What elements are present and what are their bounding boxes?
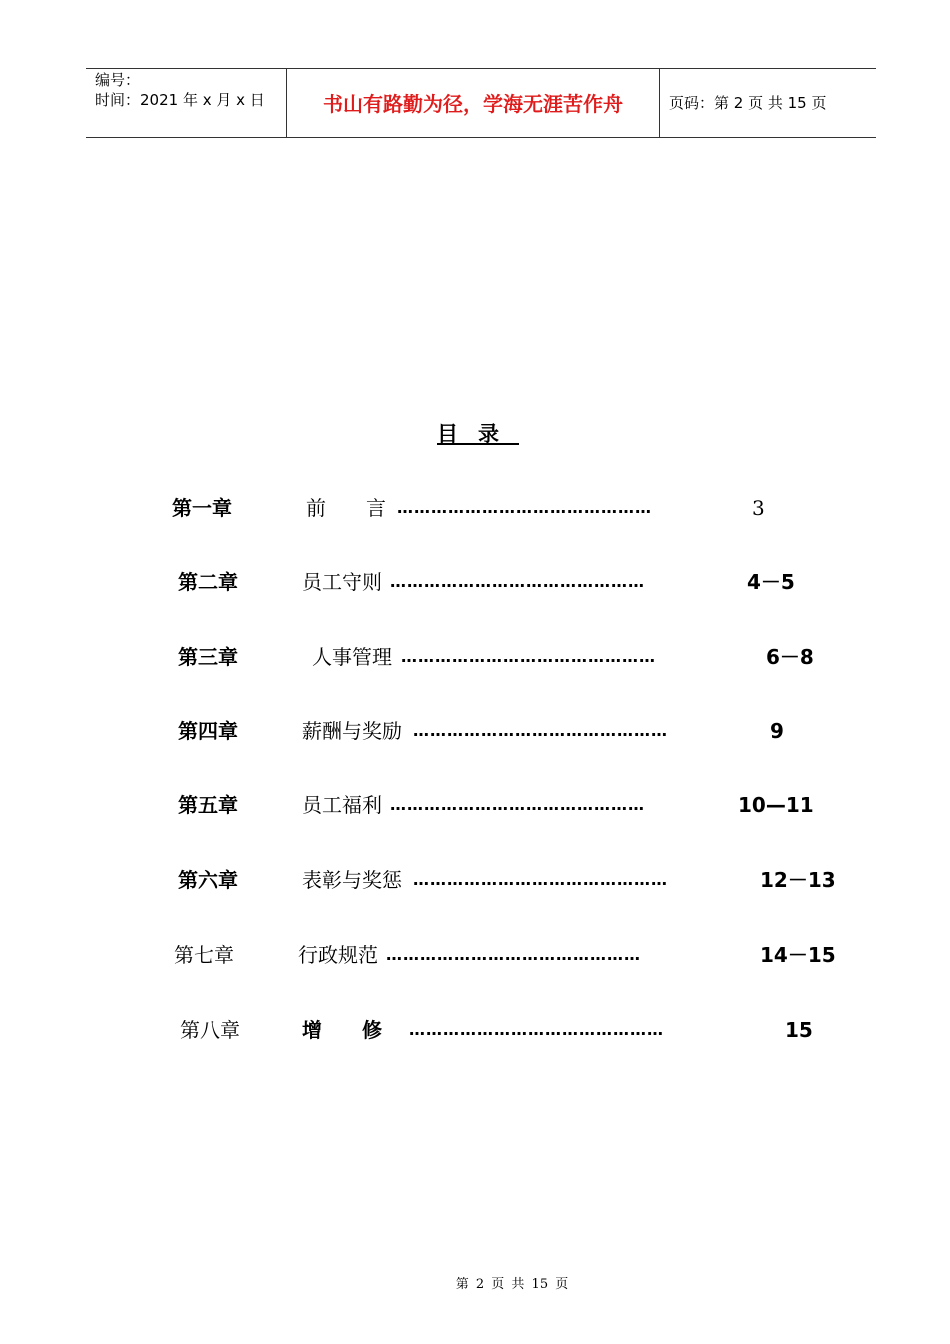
toc-chapter: 第七章	[174, 943, 234, 967]
header-right-cell	[660, 69, 876, 137]
toc-chapter-title: 员工福利	[302, 793, 382, 817]
footer-page-number: 第 2 页 共 15 页	[455, 1277, 569, 1292]
toc-chapter-title: 增 修	[302, 1018, 382, 1042]
motto-text: 书山有路勤为径，学海无涯苦作舟	[323, 92, 623, 116]
toc-leader: ………………………………………	[409, 1020, 664, 1039]
toc-chapter: 第一章	[172, 496, 232, 520]
toc-entry	[0, 788, 950, 822]
toc-page: 12－13	[760, 868, 836, 892]
toc-page: 6－8	[766, 645, 814, 669]
serial-label: 编号：	[95, 71, 141, 89]
toc-page: 4－5	[747, 570, 795, 594]
toc-entry	[0, 491, 950, 525]
toc-chapter: 第四章	[178, 719, 238, 743]
toc-chapter: 第八章	[180, 1018, 240, 1042]
header-page-number: 页码：第 2 页 共 15 页	[669, 94, 827, 112]
toc-chapter-title: 薪酬与奖励	[302, 719, 402, 743]
toc-chapter: 第二章	[178, 570, 238, 594]
toc-chapter-title: 表彰与奖惩	[302, 868, 402, 892]
toc-page: 10—11	[738, 793, 814, 817]
toc-chapter-title: 人事管理	[312, 645, 392, 669]
toc-entry	[0, 640, 950, 674]
toc-entry	[0, 565, 950, 599]
toc-entry	[0, 938, 950, 972]
toc-chapter-title: 行政规范	[298, 943, 378, 967]
toc-leader: ………………………………………	[390, 795, 645, 814]
toc-leader: ………………………………………	[401, 647, 656, 666]
toc-page: 9	[770, 719, 784, 743]
document-header	[86, 68, 876, 138]
toc-page: 3	[752, 496, 765, 520]
toc-leader: ………………………………………	[386, 945, 641, 964]
toc-page: 15	[785, 1018, 813, 1042]
toc-chapter-title: 员工守则	[302, 570, 382, 594]
toc-chapter-title: 前 言	[306, 496, 386, 520]
toc-entry	[0, 863, 950, 897]
toc-leader: ………………………………………	[413, 721, 668, 740]
header-middle-cell	[287, 69, 660, 137]
toc-title: 目录	[437, 422, 519, 446]
toc-entry	[0, 714, 950, 748]
toc-chapter: 第六章	[178, 868, 238, 892]
toc-leader: ………………………………………	[413, 870, 668, 889]
toc-page: 14－15	[760, 943, 836, 967]
time-label: 时间：2021 年 x 月 x 日	[95, 91, 265, 109]
toc-leader: ………………………………………	[397, 498, 652, 517]
toc-chapter: 第五章	[178, 793, 238, 817]
header-left-cell	[86, 69, 287, 137]
toc-entry	[0, 1013, 950, 1047]
toc-leader: ………………………………………	[390, 572, 645, 591]
toc-chapter: 第三章	[178, 645, 238, 669]
